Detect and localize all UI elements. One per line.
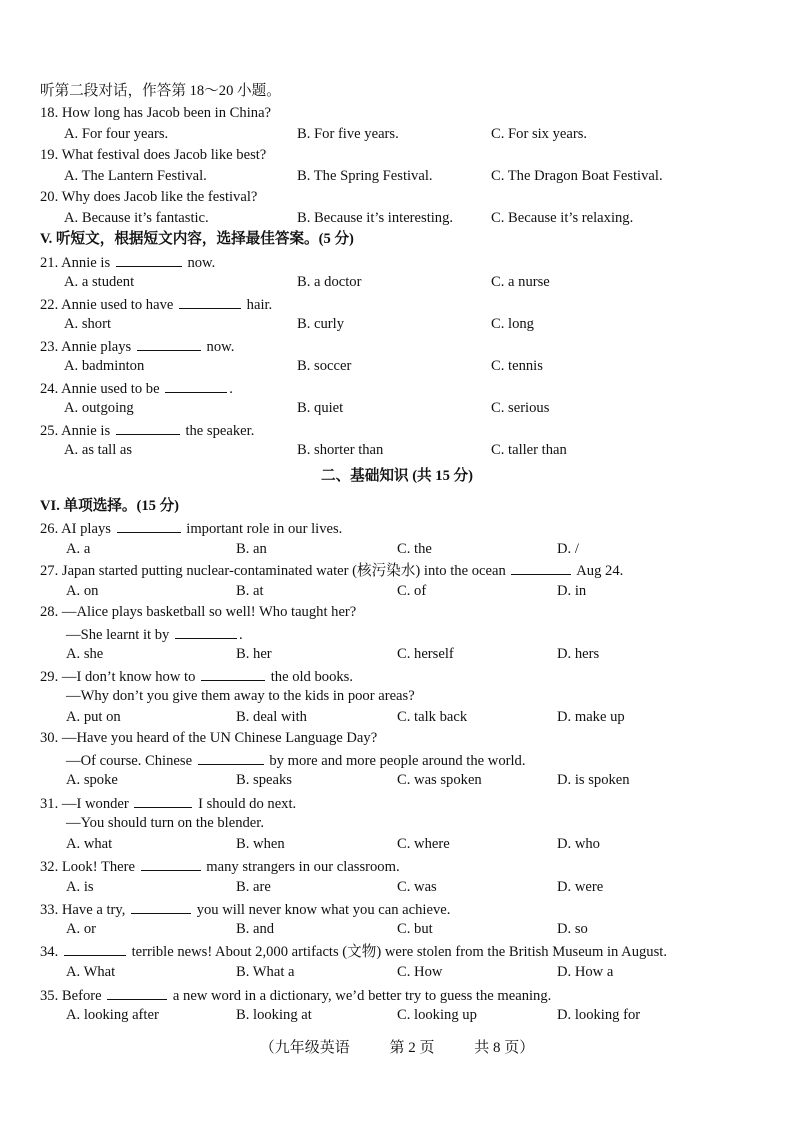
q27-option-b: B. at [236,583,264,599]
q32-option-c: C. was [397,879,437,895]
question-25 [40,420,254,440]
q21-option-b: B. a doctor [297,274,362,290]
q35-stem: 35. Before [40,988,102,1004]
question-23 [40,336,234,356]
listening-intro: 听第二段对话，作答第 18～20 小题。 [40,83,281,99]
q29-option-b: B. deal with [236,709,307,725]
q23-stem-end: now. [206,339,235,355]
question-28: 28. —Alice plays basketball so well! Who taught her? [40,604,357,620]
answer-blank [116,252,182,267]
question-33 [40,899,450,919]
answer-blank [201,666,265,681]
q25-option-b: B. shorter than [297,442,384,458]
q23-option-c: C. tennis [491,358,543,374]
footer-subject: （九年级英语 [259,1040,350,1056]
q30-option-d: D. is spoken [557,772,630,788]
q28-reply-end: . [239,627,243,643]
answer-blank [107,985,167,1000]
question-31-reply: —You should turn on the blender. [66,815,264,831]
q33-option-b: B. and [236,921,275,937]
q34-option-d: D. How a [557,964,614,980]
page-footer [0,1036,794,1057]
q32-option-b: B. are [236,879,271,895]
q19-option-b: B. The Spring Festival. [297,168,433,184]
q26-option-d: D. / [557,541,579,557]
q29-option-c: C. talk back [397,709,468,725]
q29-stem-end: the old books. [270,669,354,685]
answer-blank [179,294,241,309]
part-2-heading: 二、基础知识 (共 15 分) [320,468,473,484]
question-28-reply [66,624,243,644]
q35-option-b: B. looking at [236,1007,312,1023]
q29-option-a: A. put on [66,709,121,725]
q25-stem: 25. Annie is [40,423,111,439]
q28-option-d: D. hers [557,646,600,662]
q24-option-c: C. serious [491,400,550,416]
answer-blank [134,793,192,808]
q22-stem: 22. Annie used to have [40,297,174,313]
q27-stem: 27. Japan started putting nuclear-contaminated water (核污染水) into the ocean [40,563,506,579]
q25-stem-end: the speaker. [185,423,255,439]
answer-blank [131,899,191,914]
answer-blank [64,941,126,956]
footer-page-number: 第 2 页 [389,1040,435,1056]
q28-option-c: C. herself [397,646,454,662]
q34-option-c: C. How [397,964,443,980]
q30-option-c: C. was spoken [397,772,482,788]
q35-stem-end: a new word in a dictionary, we’d better try to guess the meaning. [172,988,552,1004]
q33-stem: 33. Have a try, [40,902,126,918]
q33-option-d: D. so [557,921,588,937]
q32-option-a: A. is [66,879,94,895]
section-6-heading: VI. 单项选择。(15 分) [40,498,180,514]
q28-option-a: A. she [66,646,104,662]
q26-option-a: A. a [66,541,91,557]
q31-stem: 31. —I wonder [40,796,129,812]
question-24 [40,378,233,398]
q27-option-d: D. in [557,583,587,599]
q34-stem: terrible news! About 2,000 artifacts (文物) were stolen from the British Museum in August. [131,944,667,960]
q29-option-d: D. make up [557,709,625,725]
q19-option-c: C. The Dragon Boat Festival. [491,168,663,184]
answer-blank [137,336,201,351]
q30-reply-stem: —Of course. Chinese [66,753,193,769]
question-31 [40,793,296,813]
q35-option-d: D. looking for [557,1007,641,1023]
q21-option-a: A. a student [64,274,135,290]
q27-option-a: A. on [66,583,99,599]
answer-blank [198,750,264,765]
question-21 [40,252,215,272]
q32-option-d: D. were [557,879,604,895]
q33-option-a: A. or [66,921,96,937]
q22-stem-end: hair. [246,297,273,313]
q21-option-c: C. a nurse [491,274,550,290]
q30-reply-end: by more and more people around the world. [269,753,526,769]
q33-option-c: C. but [397,921,433,937]
q30-option-b: B. speaks [236,772,292,788]
q26-stem: 26. AI plays [40,521,111,537]
question-19: 19. What festival does Jacob like best? [40,147,267,163]
q21-stem-end: now. [187,255,216,271]
q28-reply-stem: —She learnt it by [66,627,170,643]
q29-stem: 29. —I don’t know how to [40,669,196,685]
q35-option-a: A. looking after [66,1007,159,1023]
q24-stem-end: . [229,381,233,397]
q18-option-b: B. For five years. [297,126,399,142]
q33-stem-end: you will never know what you can achieve. [196,902,451,918]
section-5-heading: V. 听短文，根据短文内容，选择最佳答案。(5 分) [40,231,354,247]
q34-option-a: A. What [66,964,116,980]
question-27 [40,560,623,580]
q31-stem-end: I should do next. [198,796,297,812]
q31-option-c: C. where [397,836,450,852]
q35-option-c: C. looking up [397,1007,477,1023]
answer-blank [141,856,201,871]
answer-blank [116,420,180,435]
q26-option-c: C. the [397,541,432,557]
q22-option-a: A. short [64,316,112,332]
question-26 [40,518,342,538]
answer-blank [165,378,227,393]
q27-stem-end: Aug 24. [576,563,624,579]
q28-option-b: B. her [236,646,272,662]
q24-option-b: B. quiet [297,400,344,416]
q27-option-c: C. of [397,583,427,599]
q34-option-b: B. What a [236,964,295,980]
q19-option-a: A. The Lantern Festival. [64,168,207,184]
question-32 [40,856,400,876]
q22-option-c: C. long [491,316,534,332]
q20-option-a: A. Because it’s fantastic. [64,210,209,226]
q31-option-d: D. who [557,836,600,852]
q18-option-c: C. For six years. [491,126,588,142]
question-35 [40,985,551,1005]
question-30: 30. —Have you heard of the UN Chinese Language Day? [40,730,378,746]
question-22 [40,294,272,314]
q20-option-b: B. Because it’s interesting. [297,210,454,226]
q24-option-a: A. outgoing [64,400,134,416]
answer-blank [175,624,237,639]
question-20: 20. Why does Jacob like the festival? [40,189,258,205]
q25-option-c: C. taller than [491,442,567,458]
q23-option-b: B. soccer [297,358,352,374]
answer-blank [117,518,181,533]
q26-stem-end: important role in our lives. [186,521,343,537]
q22-option-b: B. curly [297,316,345,332]
q23-option-a: A. badminton [64,358,145,374]
q20-option-c: C. Because it’s relaxing. [491,210,634,226]
q32-stem: 32. Look! There [40,859,135,875]
q26-option-b: B. an [236,541,267,557]
question-29-reply: —Why don’t you give them away to the kids in poor areas? [66,688,415,704]
q23-stem: 23. Annie plays [40,339,132,355]
q34-number: 34. [40,944,59,960]
q32-stem-end: many strangers in our classroom. [206,859,400,875]
q24-stem: 24. Annie used to be [40,381,160,397]
question-34 [40,941,667,961]
q18-option-a: A. For four years. [64,126,169,142]
question-30-reply [66,750,525,770]
question-29 [40,666,353,686]
answer-blank [511,560,571,575]
q31-option-b: B. when [236,836,285,852]
footer-total-pages: 共 8 页） [474,1040,535,1056]
q25-option-a: A. as tall as [64,442,133,458]
question-18: 18. How long has Jacob been in China? [40,105,272,121]
q31-option-a: A. what [66,836,113,852]
q21-stem: 21. Annie is [40,255,111,271]
q30-option-a: A. spoke [66,772,118,788]
